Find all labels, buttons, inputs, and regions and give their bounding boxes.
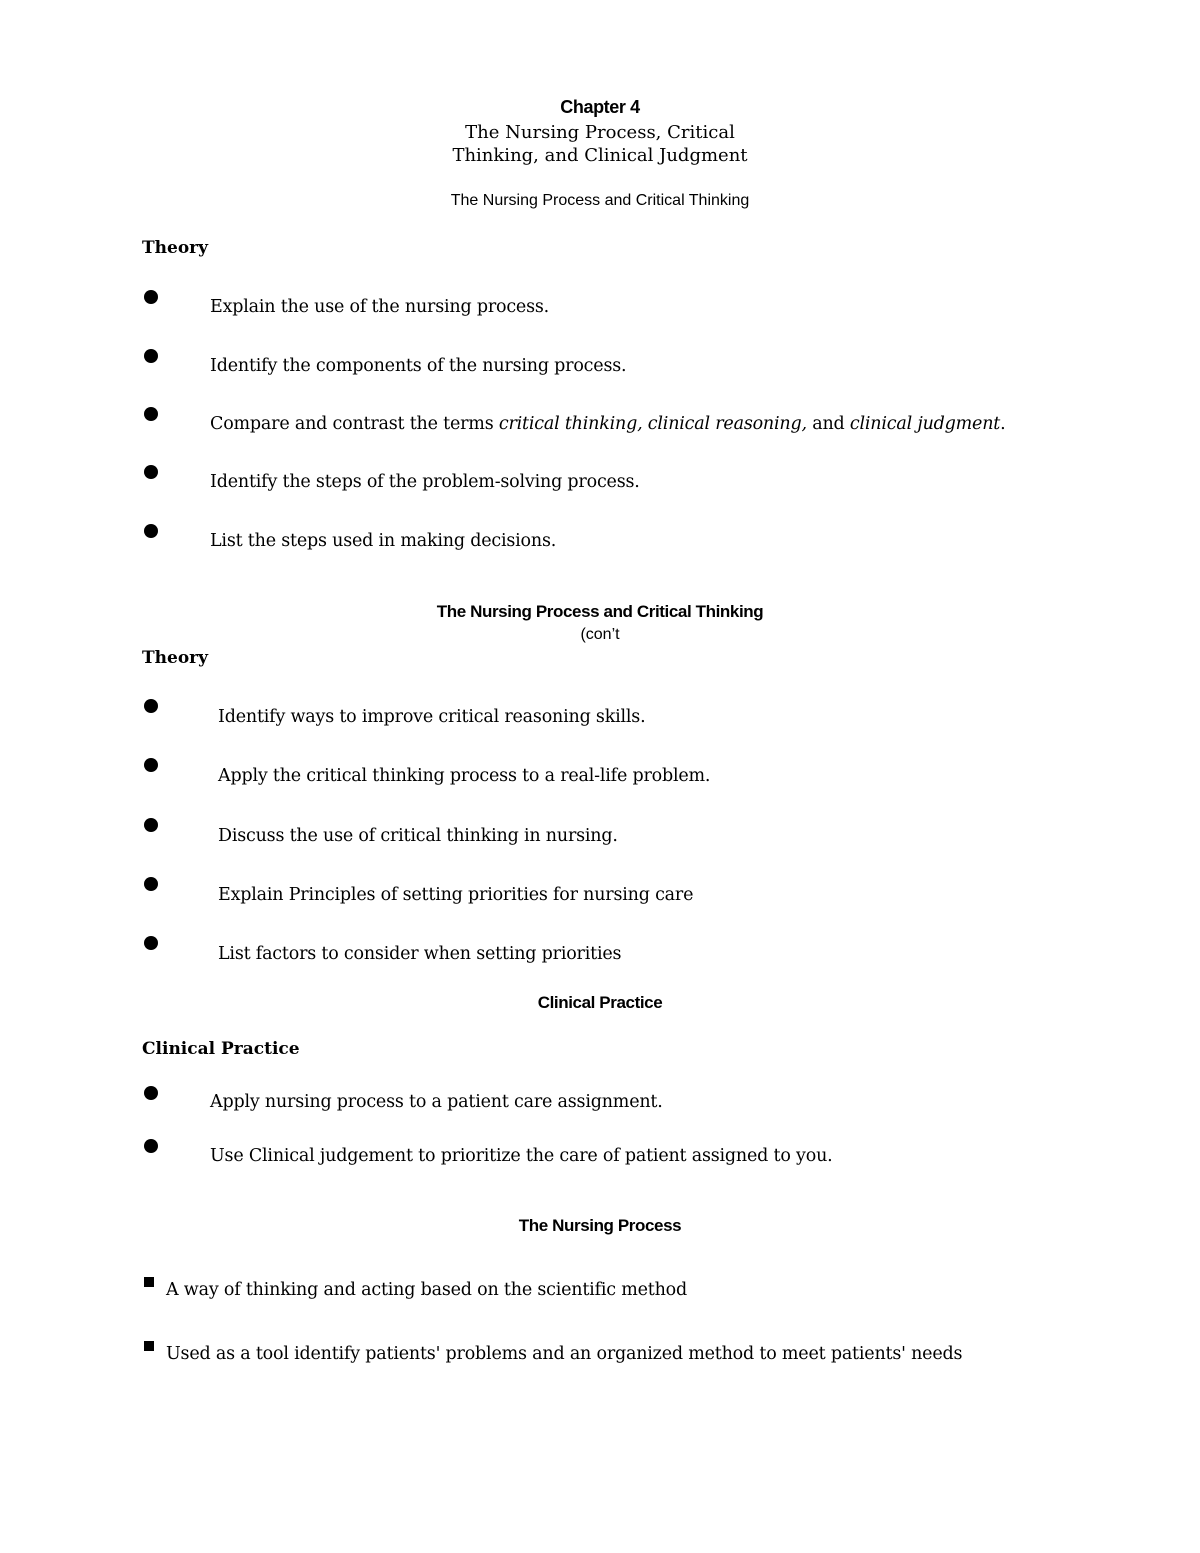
section-title: The Nursing Process and Critical Thinking: [436, 602, 764, 621]
chapter-title-line2: Thinking, and Clinical Judgment: [452, 145, 748, 166]
list-item: A way of thinking and acting based on the scientific method: [166, 1280, 688, 1300]
chapter-subtitle: The Nursing Process and Critical Thinking: [450, 192, 750, 209]
section-heading-clinical-practice: Clinical Practice: [142, 1039, 300, 1059]
bullet-dot-icon: [144, 818, 158, 832]
section-title-continued: (con’t: [580, 626, 620, 643]
bullet-dot-icon: [144, 1086, 158, 1100]
bullet-dot-icon: [144, 936, 158, 950]
bullet-dot-icon: [144, 758, 158, 772]
chapter-label: Chapter 4: [560, 97, 640, 117]
list-item-text: .: [1000, 414, 1006, 434]
section-title: Clinical Practice: [537, 993, 663, 1012]
bullet-dot-icon: [144, 407, 158, 421]
list-item: Apply nursing process to a patient care assignment.: [210, 1092, 663, 1112]
list-item: [210, 414, 1005, 434]
list-item: Explain Principles of setting priorities for nursing care: [218, 885, 694, 905]
list-item: Identify ways to improve critical reasoning skills.: [218, 707, 646, 727]
list-item: Identify the steps of the problem-solving process.: [210, 472, 640, 492]
list-item: Identify the components of the nursing process.: [210, 356, 627, 376]
list-item: Apply the critical thinking process to a real-life problem.: [218, 766, 711, 786]
bullet-dot-icon: [144, 699, 158, 713]
bullet-square-icon: [144, 1277, 154, 1287]
bullet-dot-icon: [144, 524, 158, 538]
bullet-dot-icon: [144, 877, 158, 891]
list-item-text: and: [806, 414, 850, 434]
list-item: List factors to consider when setting priorities: [218, 944, 622, 964]
list-item: Discuss the use of critical thinking in nursing.: [218, 826, 618, 846]
bullet-dot-icon: [144, 465, 158, 479]
bullet-dot-icon: [144, 1139, 158, 1153]
list-item: List the steps used in making decisions.: [210, 531, 557, 551]
chapter-title-line1: The Nursing Process, Critical: [465, 122, 735, 143]
emphasis-term: clinical judgment: [849, 414, 1001, 434]
bullet-square-icon: [144, 1341, 154, 1351]
list-item: Used as a tool identify patients' problems and an organized method to meet patients' needs: [166, 1344, 963, 1364]
section-heading-theory: Theory: [142, 648, 208, 668]
list-item: Explain the use of the nursing process.: [210, 297, 550, 317]
emphasis-terms: critical thinking, clinical reasoning,: [498, 414, 807, 434]
bullet-dot-icon: [144, 349, 158, 363]
list-item-text: Compare and contrast the terms: [210, 414, 499, 434]
section-title: The Nursing Process: [518, 1216, 682, 1235]
list-item: Use Clinical judgement to prioritize the care of patient assigned to you.: [210, 1146, 833, 1166]
section-heading-theory: Theory: [142, 238, 208, 258]
bullet-dot-icon: [144, 290, 158, 304]
